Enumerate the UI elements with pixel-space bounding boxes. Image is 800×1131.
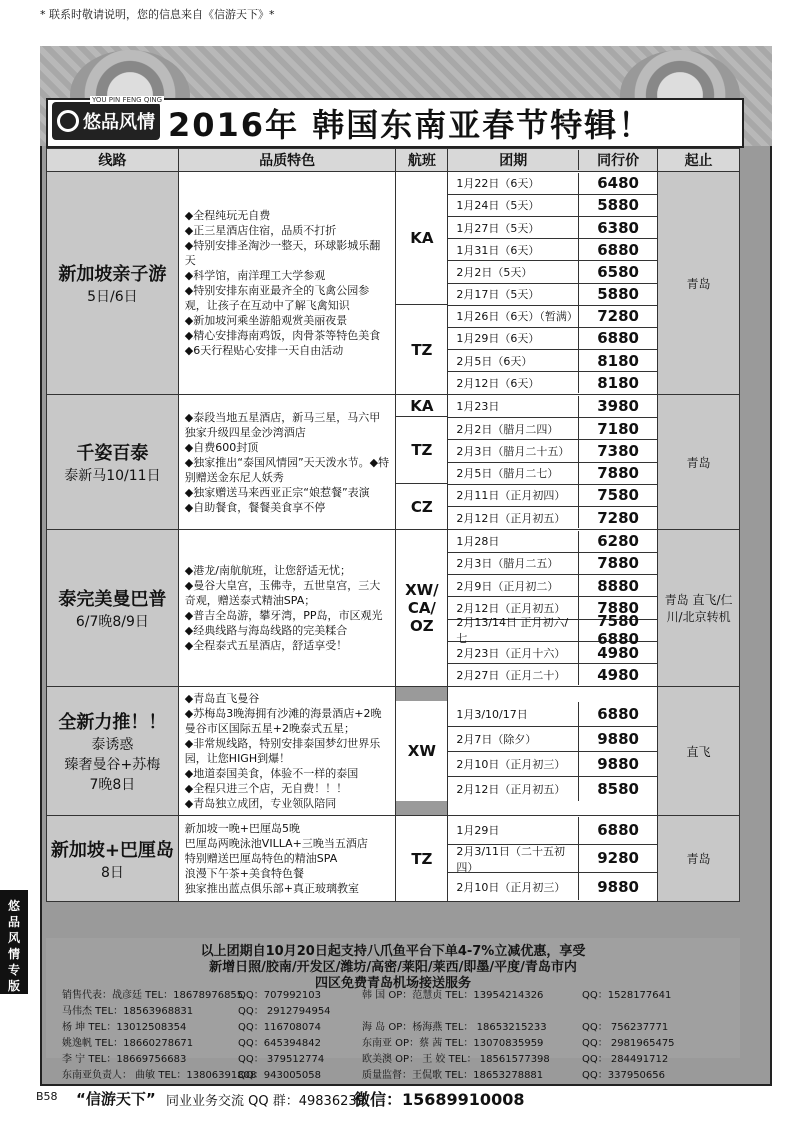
- contact-row: [62, 1068, 742, 1084]
- price-text: 5880: [578, 195, 657, 216]
- date-row: [448, 261, 657, 283]
- date-row: [448, 817, 657, 845]
- date-price-stack: [448, 702, 657, 801]
- date-text: 2月3日（腊月二十五）: [456, 444, 570, 458]
- contact-field: 东南亚 OP：蔡 茜 TEL：13070835959: [362, 1038, 544, 1049]
- route-line: 新加坡+巴厘岛: [50, 839, 174, 861]
- date-row: [448, 507, 657, 528]
- price-text: 6380: [578, 217, 657, 238]
- contact-field: 质量监督：王侃歌 TEL：18653278881: [362, 1070, 544, 1081]
- contact-field: QQ：645394842: [238, 1038, 322, 1049]
- table-row: [47, 395, 740, 530]
- date-text: 1月29日（6天）: [456, 332, 540, 346]
- header-dep: 起止: [658, 149, 740, 172]
- date-text: 2月3日（腊月二五）: [456, 557, 559, 571]
- side-label: [0, 890, 28, 994]
- flight-cell: [396, 816, 448, 902]
- route-cell: [47, 395, 179, 530]
- date-row: [448, 664, 657, 685]
- date-price-stack: [448, 817, 657, 901]
- brand-name: “信游天下”: [76, 1090, 156, 1108]
- date-text: 2月7日（除夕）: [456, 732, 537, 746]
- contact-field: QQ：116708074: [238, 1022, 322, 1033]
- header-features: 品质特色: [178, 149, 396, 172]
- route-line: 6/7晚8/9日: [75, 614, 149, 630]
- date-text: 1月23日: [456, 400, 500, 414]
- feature-item: ◆曼谷大皇宫，玉佛寺，五世皇宫，三大奇观，赠送泰式精油SPA；: [184, 579, 381, 607]
- footer-line-3: 四区免费青岛机场接送服务: [314, 976, 471, 991]
- date-row: [448, 239, 657, 261]
- date-text: 2月3/11日（二十五初四）: [456, 844, 566, 874]
- brand-logo: [52, 102, 160, 140]
- date-row: [448, 702, 657, 727]
- date-row: [448, 306, 657, 328]
- date-price-stack: [448, 531, 657, 686]
- price-text: 6880: [578, 328, 657, 349]
- contact-row: [62, 1020, 742, 1036]
- date-text: 1月24日（5天）: [456, 199, 540, 213]
- route-line: 5日/6日: [87, 289, 138, 305]
- feature-item: ◆地道泰国美食，体验不一样的泰国: [184, 767, 359, 780]
- feature-item: ◆6天行程贴心安排一天自由活动: [184, 344, 344, 357]
- date-row: [448, 575, 657, 597]
- date-row: [448, 440, 657, 462]
- price-text: 8180: [578, 372, 657, 393]
- date-text: 1月26日（6天）（暂满）: [456, 310, 578, 324]
- table-row: [47, 687, 740, 816]
- contact-field: 杨 坤 TEL：13012508354: [62, 1022, 187, 1033]
- date-text: 1月3/10/17日: [456, 707, 528, 721]
- features-cell: [178, 687, 396, 816]
- feature-item: ◆新加坡河乘坐游船观赏美丽夜景: [184, 314, 348, 327]
- contact-field: 欧美澳 OP： 王 姣 TEL： 18561577398: [362, 1054, 550, 1065]
- departure-cell: 青岛: [658, 395, 740, 530]
- features-cell: [178, 172, 396, 395]
- contact-field: QQ：707992103: [238, 990, 322, 1001]
- price-text: 8180: [578, 350, 657, 371]
- date-row: [448, 372, 657, 393]
- departure-cell: 直飞: [658, 687, 740, 816]
- contact-field: QQ： 379512774: [238, 1054, 325, 1065]
- flight-code: TZ: [396, 417, 447, 484]
- flight-code: KA: [396, 395, 447, 417]
- wechat: 微信：15689910008: [354, 1090, 525, 1109]
- route-cell: [47, 687, 179, 816]
- contact-field: 东南亚负责人： 曲敏 TEL：13806391808: [62, 1070, 257, 1081]
- date-price-stack: [448, 173, 657, 394]
- date-text: 2月12日（正月初五）: [456, 511, 566, 525]
- route-line: 泰诱惑: [91, 737, 134, 753]
- price-text: 8880: [578, 575, 657, 596]
- date-text: 2月5日（腊月二七）: [456, 467, 559, 481]
- price-text: 9880: [578, 752, 657, 776]
- footer-line-2: 新增日照/胶南/开发区/潍坊/高密/莱阳/莱西/即墨/平度/青岛市内: [209, 960, 577, 975]
- feature-item: ◆经典线路与海岛线路的完美糅合: [184, 624, 348, 637]
- feature-item: ◆苏梅岛3晚海拥有沙滩的海景酒店+2晚曼谷市区国际五星+2晚泰式五星；: [184, 707, 382, 735]
- feature-item: ◆全程泰式五星酒店，舒适享受！: [184, 639, 348, 652]
- route-line: 全新力推！！: [58, 712, 167, 733]
- side-char: 专: [7, 963, 20, 977]
- flight-stack: [396, 816, 447, 901]
- feature-item: ◆自费600封顶: [184, 440, 259, 454]
- route-line: 泰完美曼巴普: [58, 589, 167, 610]
- price-text: 4980: [578, 664, 657, 685]
- price-text: 7280: [578, 306, 657, 327]
- contact-row: [62, 1004, 742, 1020]
- qq-group: 同业业务交流 QQ 群：49836239: [166, 1094, 365, 1109]
- price-text: 7180: [578, 418, 657, 439]
- price-text: 6880: [578, 817, 657, 844]
- contact-field: 海 岛 OP：杨海燕 TEL： 18653215233: [362, 1022, 547, 1033]
- feature-item: 巴厘岛两晚泳池VILLA+三晚当五酒店: [184, 837, 368, 850]
- date-text: 2月17日（5天）: [456, 288, 540, 302]
- feature-item: 特别赠送巴厘岛特色的精油SPA: [184, 852, 338, 865]
- contact-row: [62, 1036, 742, 1052]
- dates-prices-cell: [448, 687, 658, 816]
- route-line: 千姿百泰: [76, 443, 149, 464]
- date-row: [448, 531, 657, 553]
- contact-row: [62, 988, 742, 1004]
- date-text: 2月11日（正月初四）: [456, 489, 566, 503]
- price-text: 7380: [578, 440, 657, 461]
- date-row: [448, 463, 657, 485]
- flight-stack: [396, 701, 447, 801]
- price-text: 7880: [578, 597, 657, 618]
- dates-prices-cell: [448, 172, 658, 395]
- price-text: 6480: [578, 173, 657, 194]
- contact-field: 姚逸帆 TEL：18660278671: [62, 1038, 194, 1049]
- side-char: 情: [7, 947, 20, 961]
- departure-cell: 青岛: [658, 816, 740, 902]
- date-text: 1月31日（6天）: [456, 243, 540, 257]
- header-route: 线路: [47, 149, 179, 172]
- date-text: 2月12日（正月初五）: [456, 602, 566, 615]
- departure-cell: 青岛 直飞/仁川/北京转机: [658, 530, 740, 687]
- date-text: 2月9日（正月初二）: [456, 579, 559, 593]
- flight-stack: [396, 395, 447, 529]
- date-text: 2月10日（正月初三）: [456, 880, 566, 894]
- feature-item: ◆青岛独立成团，专业领队陪同: [184, 797, 337, 810]
- price-text: 6880: [578, 702, 657, 726]
- feature-item: ◆特别安排圣淘沙一整天，环球影城乐翻天: [184, 239, 381, 267]
- flight-code: XW/ CA/ OZ: [396, 530, 447, 686]
- date-row: [448, 553, 657, 575]
- contact-field: 销售代表：战彦廷 TEL：18678976855: [62, 990, 244, 1001]
- date-row: [448, 173, 657, 195]
- contact-field: QQ：337950656: [582, 1070, 666, 1081]
- route-cell: [47, 172, 179, 395]
- date-row: [448, 612, 657, 649]
- date-price-stack: [448, 396, 657, 529]
- date-text: 1月22日（6天）: [456, 177, 540, 191]
- footer-line-1: 以上团期自10月20日起支持八爪鱼平台下单4-7%立减优惠，享受: [200, 944, 586, 959]
- price-text: 7880: [578, 553, 657, 574]
- date-text: 2月27日（正月二十）: [456, 668, 566, 682]
- side-char: 风: [7, 931, 20, 945]
- date-text: 2月12日（6天）: [456, 376, 540, 390]
- header-price-label: 同行价: [578, 150, 657, 170]
- contact-field: 马伟杰 TEL：18563968831: [62, 1006, 194, 1017]
- date-row: [448, 284, 657, 306]
- feature-item: ◆自助餐食，餐餐美食享不停: [184, 500, 326, 514]
- logo-swirl-icon: [57, 110, 79, 132]
- date-text: 2月13/14日 正月初六/七: [456, 616, 569, 646]
- features-cell: [178, 816, 396, 902]
- price-text: 8580: [578, 777, 657, 801]
- feature-item: ◆独家推出“泰国风情园”天天泼水节。◆特别赠送金东尼人妖秀: [184, 455, 390, 484]
- header-flight: 航班: [396, 149, 448, 172]
- price-text: 3980: [578, 396, 657, 417]
- table-row: [47, 172, 740, 395]
- header-dates-label: 团期: [499, 153, 528, 169]
- side-char: 悠: [7, 899, 20, 913]
- feature-item: ◆普吉全岛游，攀牙湾，PP岛，市区观光: [184, 609, 383, 622]
- date-text: 2月10日（正月初三）: [456, 757, 566, 771]
- date-text: 1月28日: [456, 535, 500, 549]
- price-text: 6580: [578, 261, 657, 282]
- departure-cell: 青岛: [658, 172, 740, 395]
- route-line: 8日: [100, 864, 124, 881]
- route-line: 7晚8日: [89, 777, 136, 793]
- contact-field: QQ： 756237771: [582, 1022, 669, 1033]
- flight-cell: [396, 395, 448, 530]
- route-cell: [47, 816, 179, 902]
- features-cell: [178, 530, 396, 687]
- feature-item: ◆青岛直飞曼谷: [184, 692, 260, 705]
- feature-item: 新加坡一晚+巴厘岛5晚: [184, 822, 301, 835]
- feature-item: ◆港龙/南航航班，让您舒适无忧；: [184, 564, 351, 577]
- feature-item: 浪漫下午茶+美食特色餐: [184, 867, 305, 880]
- date-row: [448, 195, 657, 217]
- date-row: [448, 777, 657, 801]
- price-text: 4980: [578, 642, 657, 663]
- route-line: 臻奢曼谷+苏梅: [64, 757, 161, 773]
- dates-prices-cell: [448, 395, 658, 530]
- date-text: 1月29日: [456, 824, 500, 838]
- flight-cell: [396, 530, 448, 687]
- date-row: [448, 642, 657, 664]
- features-cell: [178, 395, 396, 530]
- price-text: 6880: [578, 239, 657, 260]
- date-row: [448, 350, 657, 372]
- date-row: [448, 873, 657, 900]
- flight-cell: [396, 172, 448, 395]
- dates-prices-cell: [448, 530, 658, 687]
- feature-item: ◆全程纯玩无自费: [184, 209, 271, 222]
- flight-code: CZ: [396, 484, 447, 529]
- contact-list: [62, 988, 742, 1084]
- date-row: [448, 396, 657, 418]
- date-row: [448, 727, 657, 752]
- price-text: 7280: [578, 507, 657, 528]
- contact-field: 李 宁 TEL：18669756683: [62, 1054, 187, 1065]
- price-text: 6280: [578, 531, 657, 552]
- contact-row: [62, 1052, 742, 1068]
- price-text: 7580: [578, 485, 657, 506]
- date-row: [448, 845, 657, 873]
- flight-code: TZ: [396, 305, 447, 394]
- feature-item: ◆全程只进三个店，无自费！！！: [184, 782, 348, 795]
- feature-item: ◆特别安排东南亚最齐全的飞禽公园参观，让孩子在互动中了解飞禽知识: [184, 284, 370, 312]
- flight-cell: [396, 687, 448, 816]
- route-line: 新加坡亲子游: [58, 264, 167, 285]
- feature-item: 独家推出蓝点俱乐部+真正玻璃教室: [184, 882, 360, 895]
- feature-item: ◆科学馆，南洋理工大学参观: [184, 269, 326, 282]
- price-text: 7880: [578, 463, 657, 484]
- date-row: [448, 418, 657, 440]
- flight-code: XW: [396, 701, 447, 801]
- date-text: 2月2日（5天）: [456, 265, 533, 279]
- price-text: 9280: [578, 845, 657, 872]
- feature-item: ◆泰段当地五星酒店，新马三星，马六甲独家升级四星金沙湾酒店: [184, 410, 381, 439]
- page-title: 2016年 韩国东南亚春节特辑！: [168, 106, 653, 144]
- date-text: 1月27日（5天）: [456, 221, 540, 235]
- date-row: [448, 217, 657, 239]
- contact-field: QQ： 2912794954: [238, 1006, 331, 1017]
- header-dates: [448, 149, 658, 172]
- contact-field: QQ：943005058: [238, 1070, 322, 1081]
- date-row: [448, 752, 657, 777]
- feature-item: ◆正三星酒店住宿，品质不打折: [184, 224, 337, 237]
- feature-item: ◆非常规线路，特别安排泰国梦幻世界乐园，让您HIGH到爆！: [184, 737, 381, 765]
- price-text: 9880: [578, 873, 657, 900]
- source-note: * 联系时敬请说明，您的信息来自《信游天下》*: [40, 8, 275, 21]
- flight-code: KA: [396, 172, 447, 305]
- page-number: B58: [36, 1090, 58, 1103]
- table-row: [47, 530, 740, 687]
- route-cell: [47, 530, 179, 687]
- flight-stack: [396, 172, 447, 394]
- price-text: 5880: [578, 284, 657, 305]
- side-char: 版: [7, 979, 20, 993]
- price-text: 7580 6880: [578, 620, 657, 641]
- date-row: [448, 328, 657, 350]
- logo-subtitle: YOU PIN FENG QING: [92, 96, 163, 104]
- feature-item: ◆独家赠送马来西亚正宗“娘惹餐”表演: [184, 485, 370, 499]
- contact-field: QQ： 284491712: [582, 1054, 669, 1065]
- flight-stack: [396, 530, 447, 686]
- side-label-text: [0, 898, 28, 994]
- date-row: [448, 485, 657, 507]
- route-line: 泰新马10/11日: [64, 468, 161, 484]
- date-text: 2月2日（腊月二四）: [456, 422, 559, 436]
- price-text: 9880: [578, 727, 657, 751]
- date-text: 2月23日（正月十六）: [456, 646, 566, 660]
- flight-code: TZ: [396, 816, 447, 901]
- table-header: [47, 149, 740, 172]
- itinerary-table: [46, 148, 740, 902]
- contact-field: QQ： 2981965475: [582, 1038, 675, 1049]
- logo-text: 悠品风情: [83, 112, 155, 133]
- dates-prices-cell: [448, 816, 658, 902]
- feature-item: ◆精心安排海南鸡饭，肉骨茶等特色美食: [184, 329, 381, 342]
- table-row: [47, 816, 740, 902]
- contact-field: 韩 国 OP：范慧贞 TEL：13954214326: [362, 990, 544, 1001]
- side-char: 品: [7, 915, 20, 929]
- date-text: 2月12日（正月初五）: [456, 782, 566, 796]
- date-text: 2月5日（6天）: [456, 354, 533, 368]
- contact-field: QQ：1528177641: [582, 990, 672, 1001]
